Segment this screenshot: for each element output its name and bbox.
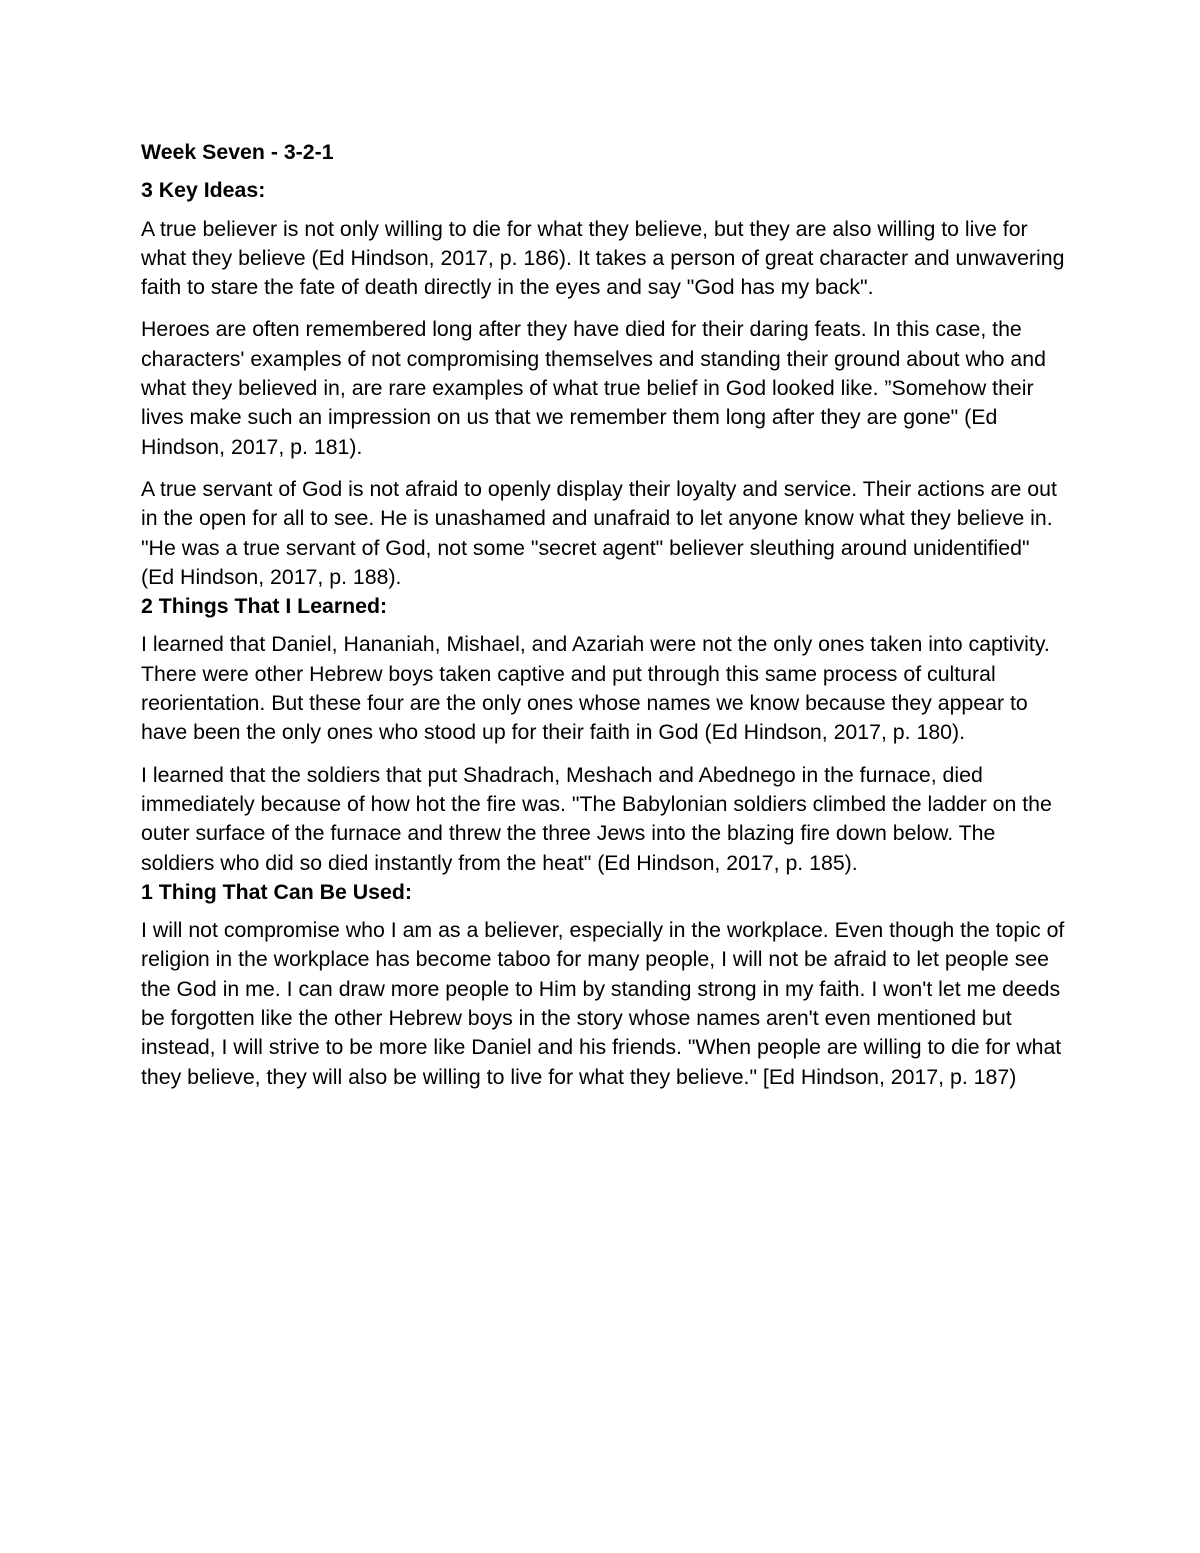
section-heading: 3 Key Ideas:: [141, 178, 266, 203]
document-title: Week Seven - 3-2-1: [141, 140, 334, 164]
section-heading: 2 Things That I Learned:: [141, 594, 388, 619]
paragraph: I learned that the soldiers that put Shadrach, Meshach and Abednego in the furnace, died immediately because of how hot the fire was. "The Babylonian soldiers climbed the ladder on the outer surface of the furnace and threw the three Jews into the blazing fire down below. The soldiers who did so died instantly from the heat" (Ed Hindson, 2017, p. 185).: [141, 762, 1052, 875]
section-heading: 1 Thing That Can Be Used:: [141, 879, 412, 904]
document-page: [141, 138, 1066, 1092]
paragraph: I will not compromise who I am as a believer, especially in the workplace. Even though the topic of religion in the workplace has become taboo for many people, I will not be afraid to let people see the God in me. I can draw more people to Him by standing strong in my faith. I won't let me deeds be forgotten like the other Hebrew boys in the story whose names aren't even mentioned but instead, I will strive to be more like Daniel and his friends. "When people are willing to die for what they believe, they will also be willing to live for what they believe." [Ed Hindson, 2017, p. 187): [141, 918, 1065, 1089]
paragraph: Heroes are often remembered long after they have died for their daring feats. In this case, the characters' examples of not compromising themselves and standing their ground about who and what they believed in, are rare examples of what true belief in God looked like. ”Somehow their lives make such an impression on us that we remember them long after they are gone" (Ed Hindson, 2017, p. 181).: [141, 317, 1046, 459]
section-things-learned: [141, 592, 1066, 878]
section-key-ideas: [141, 176, 1066, 592]
paragraph: I learned that Daniel, Hananiah, Mishael, and Azariah were not the only ones taken into captivity. There were other Hebrew boys taken captive and put through this same process of cultural reorientation. But these four are the only ones whose names we know because they appear to have been the only ones who stood up for their faith in God (Ed Hindson, 2017, p. 180).: [141, 632, 1050, 745]
paragraph: A true servant of God is not afraid to openly display their loyalty and service. Their actions are out in the open for all to see. He is unashamed and unafraid to let anyone know what they believe in. "He was a true servant of God, not some "secret agent" believer sleuthing around unidentified" (Ed Hindson, 2017, p. 188).: [141, 476, 1057, 589]
section-thing-used: [141, 878, 1066, 1092]
paragraph: A true believer is not only willing to die for what they believe, but they are also willing to live for what they believe (Ed Hindson, 2017, p. 186). It takes a person of great character and unwavering faith to stare the fate of death directly in the eyes and say "God has my back".: [141, 216, 1065, 300]
